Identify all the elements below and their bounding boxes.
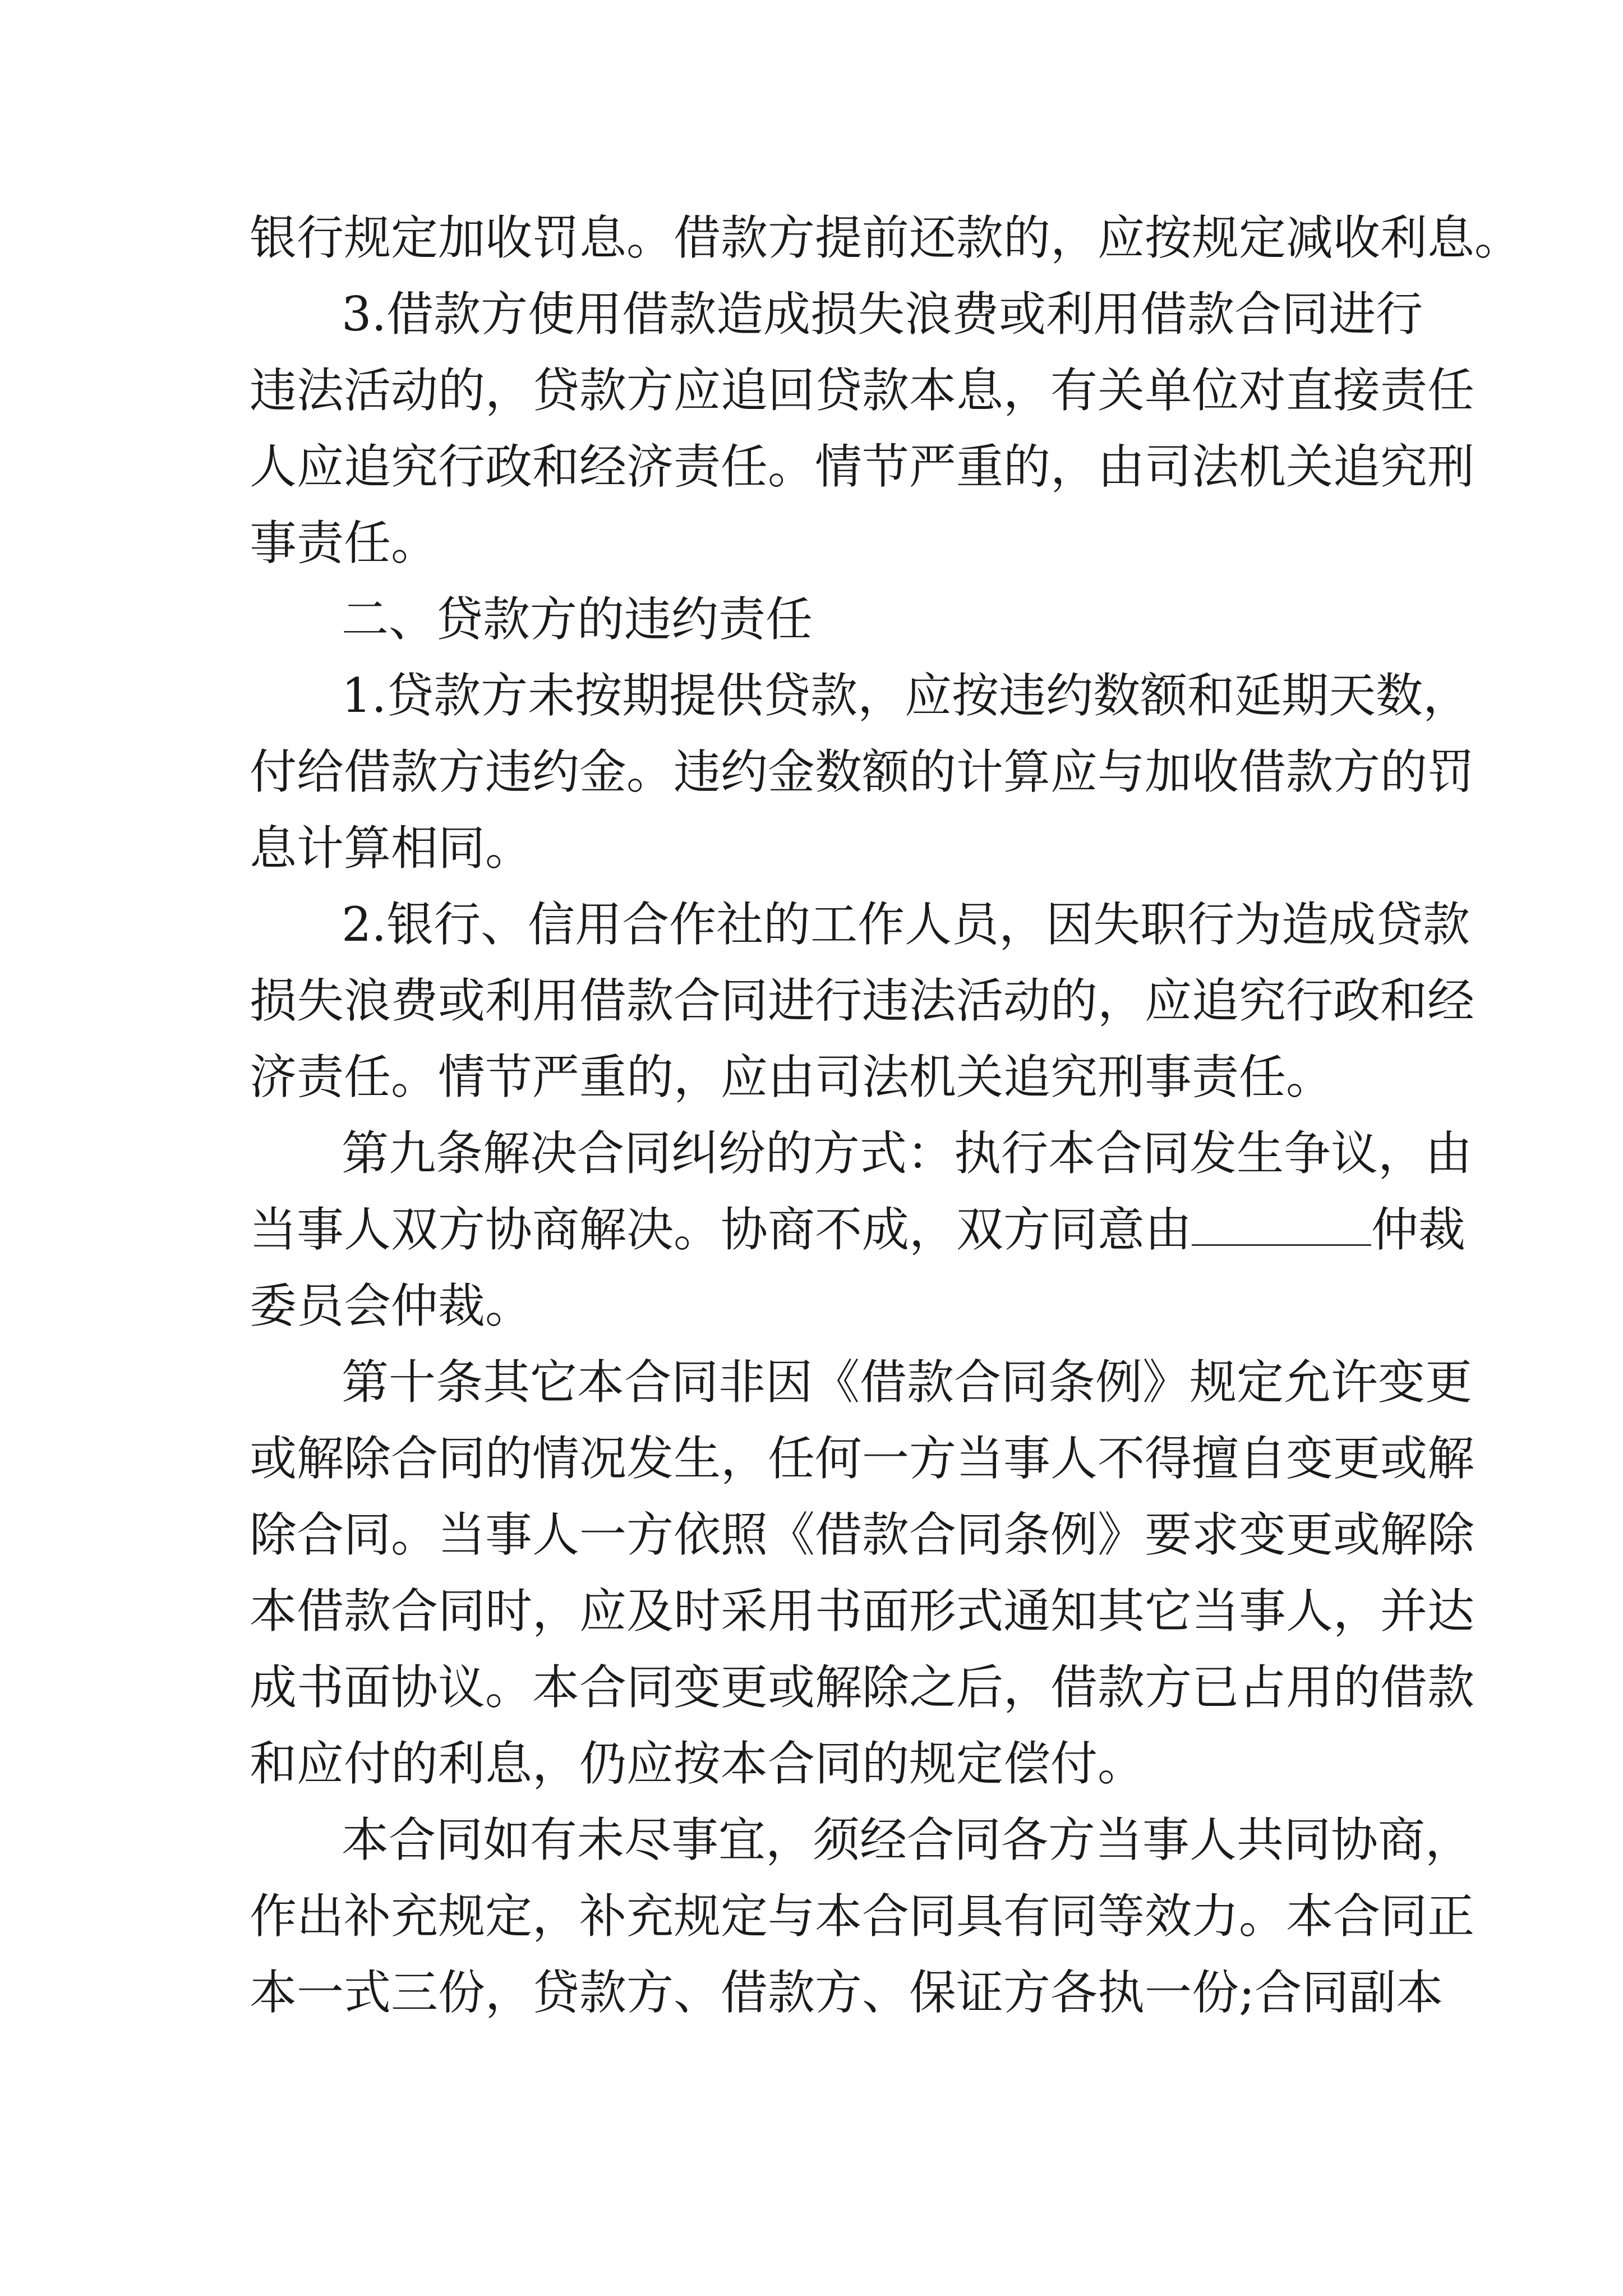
- text-line: 事责任。: [250, 516, 439, 570]
- text-line: 第十条其它本合同非因《借款合同条例》规定允许变更: [342, 1355, 1473, 1410]
- section-heading: 二、贷款方的违约责任: [342, 592, 813, 647]
- text-line: 2.银行、信用合作社的工作人员，因失职行为造成贷款: [342, 897, 1470, 952]
- text-line: 本借款合同时，应及时采用书面形式通知其它当事人，并达: [250, 1584, 1475, 1639]
- text-line: 或解除合同的情况发生，任何一方当事人不得擅自变更或解: [250, 1431, 1475, 1486]
- text-line: 违法活动的，贷款方应追回贷款本息，有关单位对直接责任: [250, 363, 1475, 418]
- text-line: 损失浪费或利用借款合同进行违法活动的，应追究行政和经: [250, 973, 1475, 1028]
- text-line: 息计算相同。: [250, 821, 533, 876]
- contract-body-text: [250, 200, 1522, 2031]
- text-line: 本合同如有未尽事宜，须经合同各方当事人共同协商，: [342, 1812, 1473, 1867]
- text-line: 银行规定加收罚息。借款方提前还款的，应按规定减收利息。: [250, 210, 1522, 265]
- text-line: 付给借款方违约金。违约金数额的计算应与加收借款方的罚: [250, 744, 1475, 799]
- text-line: 第九条解决合同纠纷的方式：执行本合同发生争议，由: [342, 1126, 1473, 1181]
- text-line: 1.贷款方未按期提供贷款，应按违约数额和延期天数，: [342, 668, 1470, 723]
- text-line: 济责任。情节严重的，应由司法机关追究刑事责任。: [250, 1050, 1334, 1105]
- text-line: 本一式三份，贷款方、借款方、保证方各执一份;合同副本: [250, 1965, 1444, 2020]
- text-line: 和应付的利息，仍应按本合同的规定偿付。: [250, 1736, 1145, 1791]
- text-line: 作出补充规定，补充规定与本合同具有同等效力。本合同正: [250, 1889, 1475, 1944]
- text-line: 委员会仲裁。: [250, 1278, 533, 1333]
- text-fragment: 当事人双方协商解决。协商不成，双方同意由: [250, 1202, 1192, 1257]
- fill-in-blank: [1192, 1205, 1371, 1246]
- text-line-with-blank: [250, 1191, 1466, 1268]
- text-line: 成书面协议。本合同变更或解除之后，借款方已占用的借款: [250, 1660, 1475, 1715]
- text-line: 3.借款方使用借款造成损失浪费或利用借款合同进行: [342, 287, 1423, 342]
- text-line: 除合同。当事人一方依照《借款合同条例》要求变更或解除: [250, 1507, 1475, 1562]
- text-line: 人应追究行政和经济责任。情节严重的，由司法机关追究刑: [250, 439, 1475, 494]
- text-fragment: 仲裁: [1371, 1202, 1466, 1257]
